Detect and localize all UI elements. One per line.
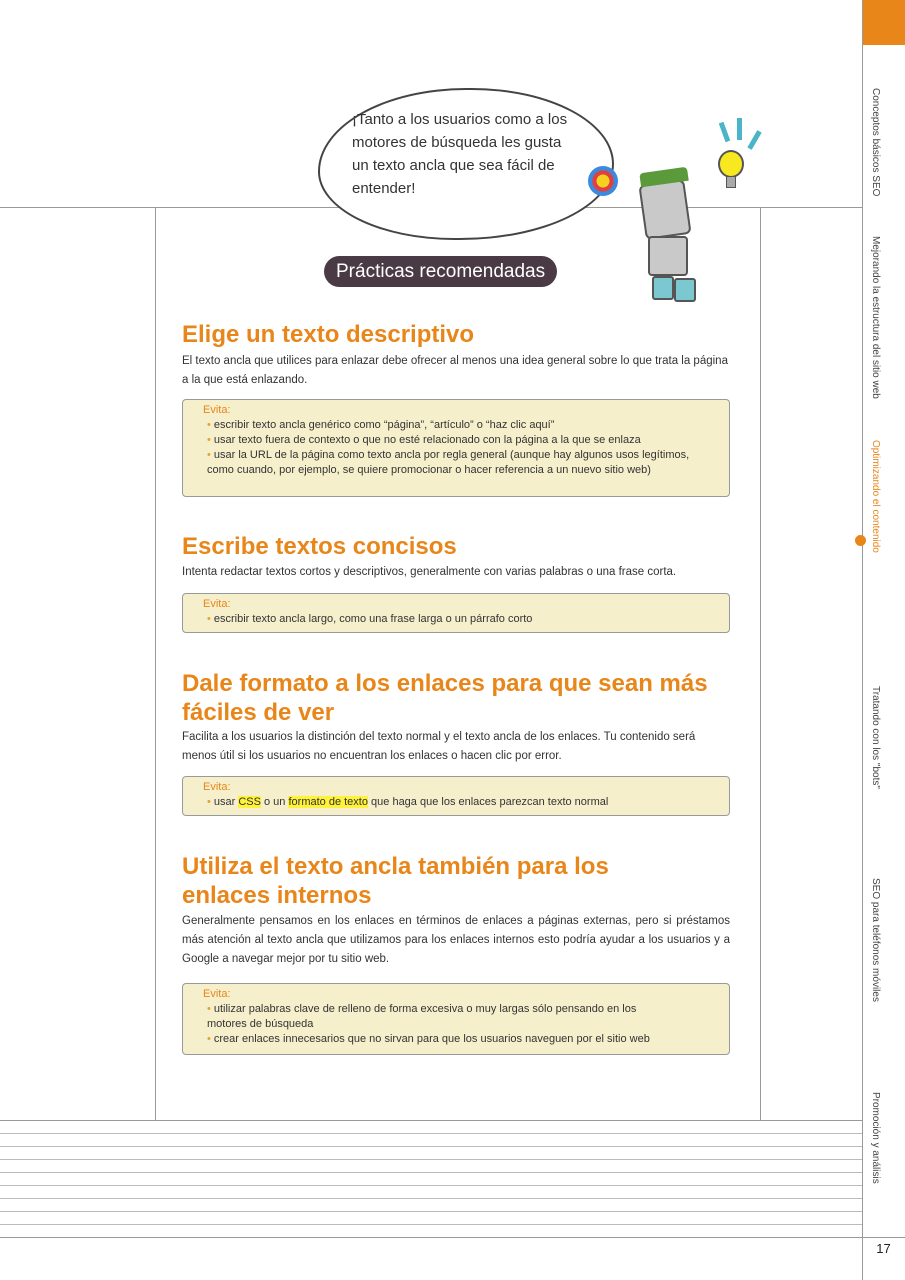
section-title: Escribe textos concisos <box>182 533 457 560</box>
avoid-box <box>182 399 730 497</box>
section-body: Generalmente pensamos en los enlaces en términos de enlaces a páginas externas, pero si préstamos más atención al texto ancla que utilizamos para los enlaces internos esto podría ayudar a los usuarios y a Google a navegar mejor por tu sitio web. <box>182 915 730 965</box>
section-body: Facilita a los usuarios la distinción del texto normal y el texto ancla de los enlaces. Tu contenido será menos útil si los usuarios no encuentran los enlaces o hacen clic por error. <box>182 731 696 762</box>
avoid-item: • usar CSS o un formato de texto que haga que los enlaces parezcan texto normal <box>207 796 609 808</box>
avoid-item: • usar texto fuera de contexto o que no esté relacionado con la página a la que se enlaza <box>207 434 641 446</box>
sidebar-tab-bots[interactable]: Tratando con los "bots" <box>870 686 881 789</box>
speech-bubble-text: ¡Tanto a los usuarios como a los motores de búsqueda les gusta un texto ancla que sea fácil de entender! <box>352 111 568 197</box>
avoid-label: Evita: <box>203 404 231 416</box>
sidebar-tab-conceptos[interactable]: Conceptos básicos SEO <box>870 88 881 197</box>
sidebar <box>862 0 905 1280</box>
sidebar-tab-promocion[interactable]: Promoción y análisis <box>870 1092 881 1184</box>
avoid-item: • crear enlaces innecesarios que no sirvan para que los usuarios naveguen por el sitio web <box>207 1033 650 1045</box>
avoid-label: Evita: <box>203 598 231 610</box>
avoid-item: • usar la URL de la página como texto ancla por regla general (aunque hay algunos usos legítimos, como cuando, por ejemplo, se quiere promocionar o hacer referencia a un nuevo sitio web) <box>207 449 690 476</box>
section-body: El texto ancla que utilices para enlazar debe ofrecer al menos una idea general sobre lo que trata la página a la que está enlazando. <box>182 355 728 386</box>
avoid-label: Evita: <box>203 781 231 793</box>
best-practices-badge: Prácticas recomendadas <box>324 256 557 287</box>
sidebar-tab-contenido[interactable]: Optimizando el contenido <box>870 440 881 553</box>
highlight-formato: formato de texto <box>288 796 368 808</box>
frame-left <box>155 207 156 1120</box>
sidebar-tab-moviles[interactable]: SEO para teléfonos móviles <box>870 878 881 1002</box>
section-title: Elige un texto descriptivo <box>182 321 475 348</box>
avoid-item: • escribir texto ancla genérico como “página”, “artículo” o “haz clic aquí” <box>207 419 555 431</box>
highlight-css: CSS <box>238 796 261 808</box>
frame-right <box>760 207 761 1120</box>
page-number: 17 <box>862 1237 905 1262</box>
section-body: Intenta redactar textos cortos y descriptivos, generalmente con varias palabras o una frase corta. <box>182 566 677 578</box>
section-title: Utiliza el texto ancla también para los enlaces internos <box>182 853 609 909</box>
avoid-item: • utilizar palabras clave de relleno de forma excesiva o muy largas sólo pensando en los motores de búsqueda <box>207 1003 637 1030</box>
avoid-box <box>182 593 730 633</box>
avoid-label: Evita: <box>203 988 231 1000</box>
avoid-box <box>182 983 730 1055</box>
section-title: Dale formato a los enlaces para que sean más fáciles de ver <box>182 670 708 726</box>
active-tab-sun-icon <box>855 535 866 546</box>
sidebar-tab-estructura[interactable]: Mejorando la estructura del sitio web <box>870 236 881 399</box>
avoid-item: • escribir texto ancla largo, como una frase larga o un párrafo corto <box>207 613 533 625</box>
avoid-box <box>182 776 730 816</box>
